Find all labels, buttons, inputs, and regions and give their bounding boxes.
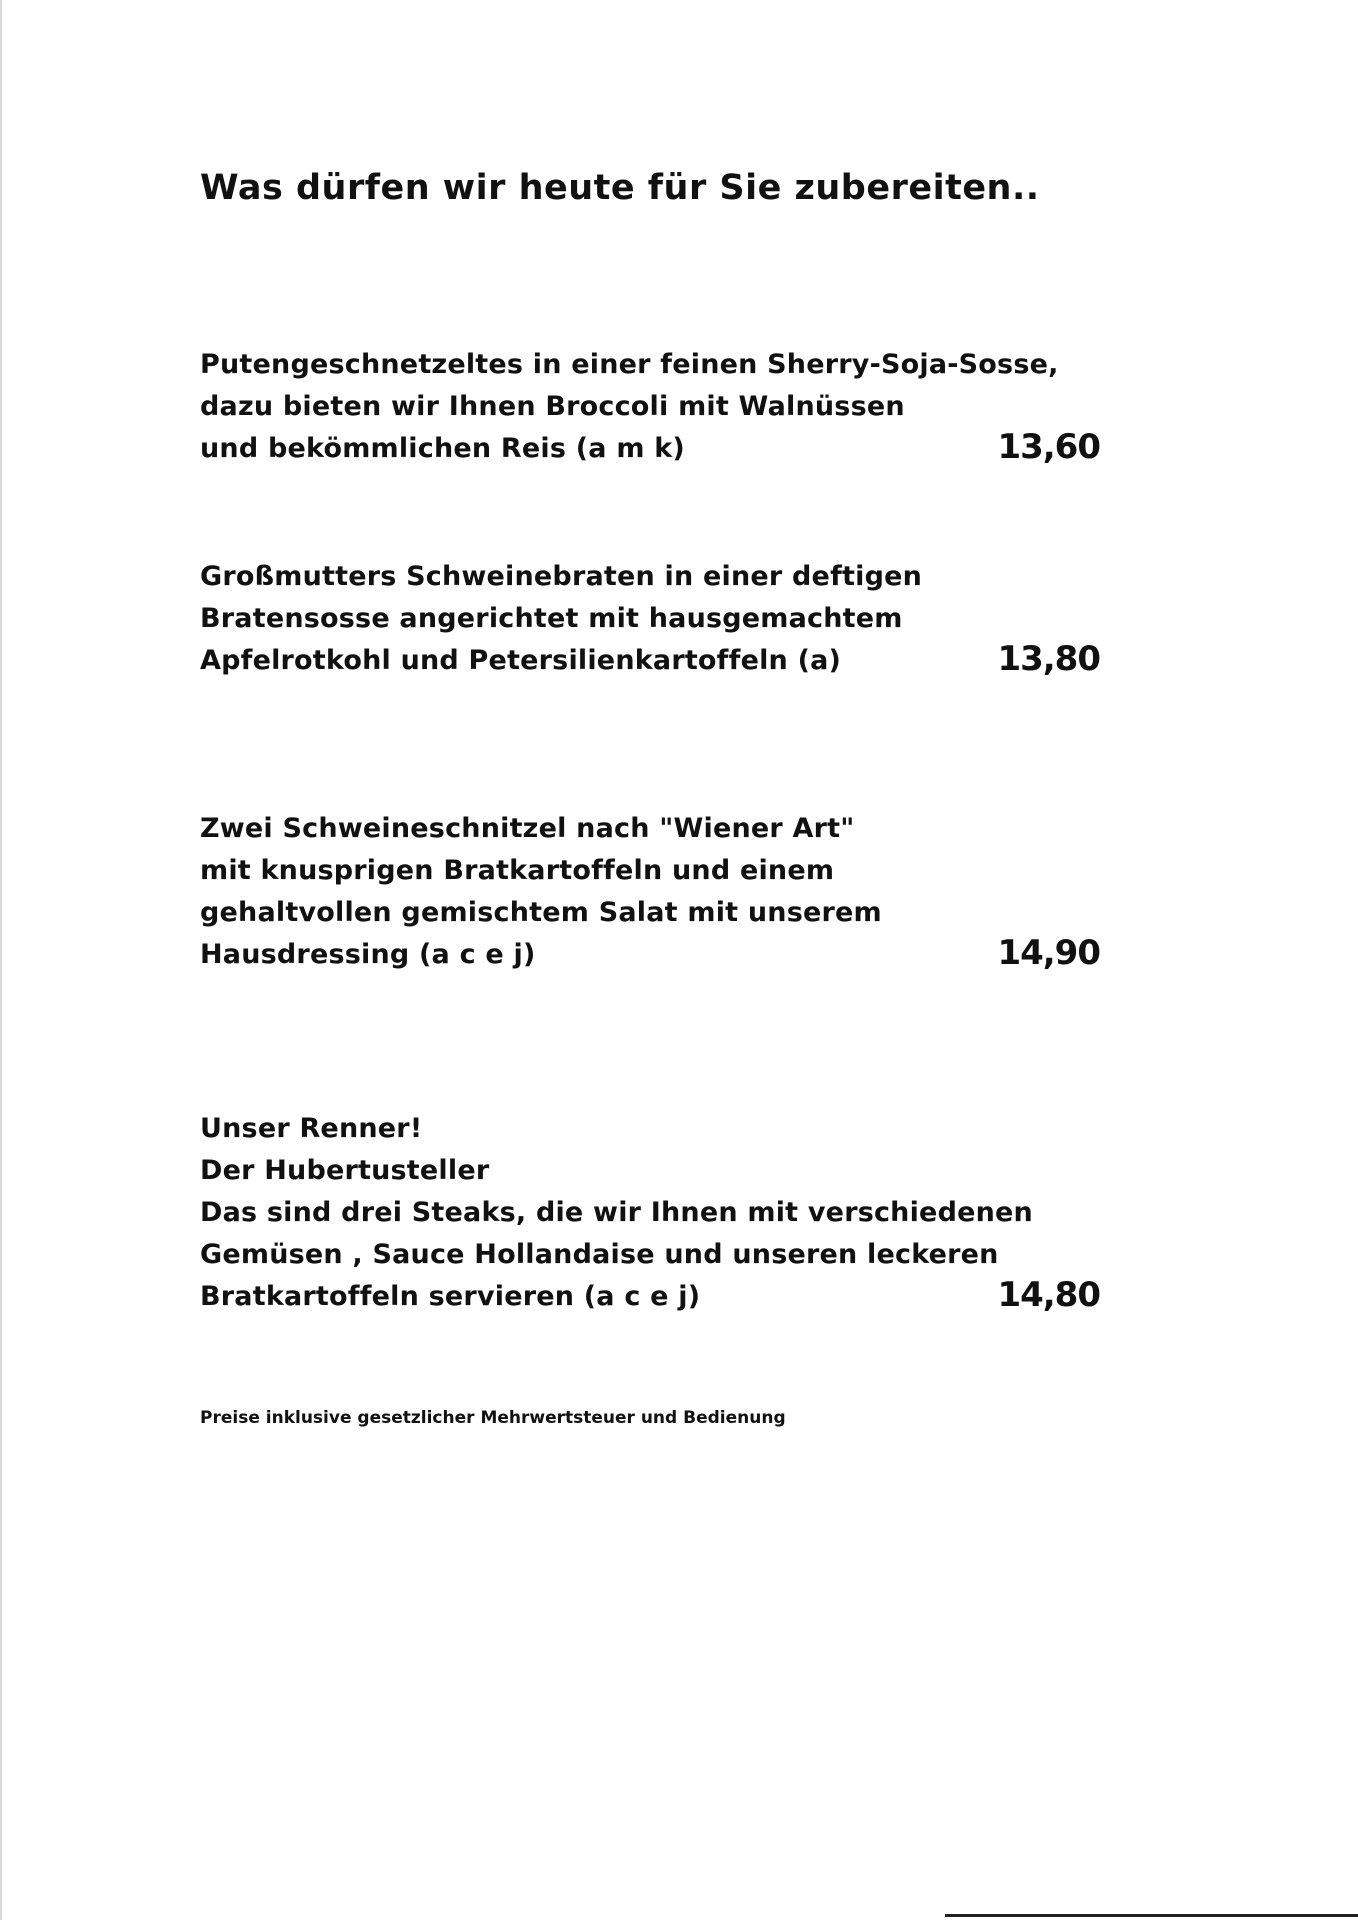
dish-description-line: Apfelrotkohl und Petersilienkartoffeln (a) [200, 645, 842, 676]
dish-description-line: Putengeschnetzeltes in einer feinen Sherry-Soja-Sosse, [200, 349, 1059, 380]
dish-price: 14,90 [997, 933, 1100, 973]
dish-description-line: Bratkartoffeln servieren (a c e j) [200, 1281, 701, 1312]
dish-description-line: Zwei Schweineschnitzel nach "Wiener Art" [200, 813, 855, 844]
dish-description-line: mit knusprigen Bratkartoffeln und einem [200, 855, 835, 886]
dish-description-line: Bratensosse angerichtet mit hausgemachtem [200, 603, 903, 634]
bottom-rule-line [945, 1914, 1358, 1917]
dish-description-line: Gemüsen , Sauce Hollandaise und unseren leckeren [200, 1239, 999, 1270]
dish-description-line: und bekömmlichen Reis (a m k) [200, 433, 685, 464]
page-title: Was dürfen wir heute für Sie zubereiten.. [200, 168, 1040, 208]
menu-item-putengeschnetzeltes [200, 344, 1100, 470]
dish-description-line: Hausdressing (a c e j) [200, 939, 536, 970]
dish-description-line: Großmutters Schweinebraten in einer deftigen [200, 561, 923, 592]
scan-edge-line [0, 0, 2, 1920]
dish-description-line: Unser Renner! [200, 1113, 423, 1144]
dish-price: 13,60 [997, 427, 1100, 467]
dish-description-line: dazu bieten wir Ihnen Broccoli mit Walnüssen [200, 391, 905, 422]
menu-item-schweineschnitzel [200, 808, 1100, 976]
menu-item-schweinebraten [200, 556, 1100, 682]
dish-price: 14,80 [997, 1275, 1100, 1315]
dish-description-line: Das sind drei Steaks, die wir Ihnen mit verschiedenen [200, 1197, 1033, 1228]
dish-description-line: gehaltvollen gemischtem Salat mit unserem [200, 897, 882, 928]
dish-description-line: Der Hubertusteller [200, 1155, 490, 1186]
price-footnote: Preise inklusive gesetzlicher Mehrwertsteuer und Bedienung [200, 1408, 786, 1428]
menu-item-hubertusteller [200, 1108, 1100, 1318]
dish-price: 13,80 [997, 639, 1100, 679]
